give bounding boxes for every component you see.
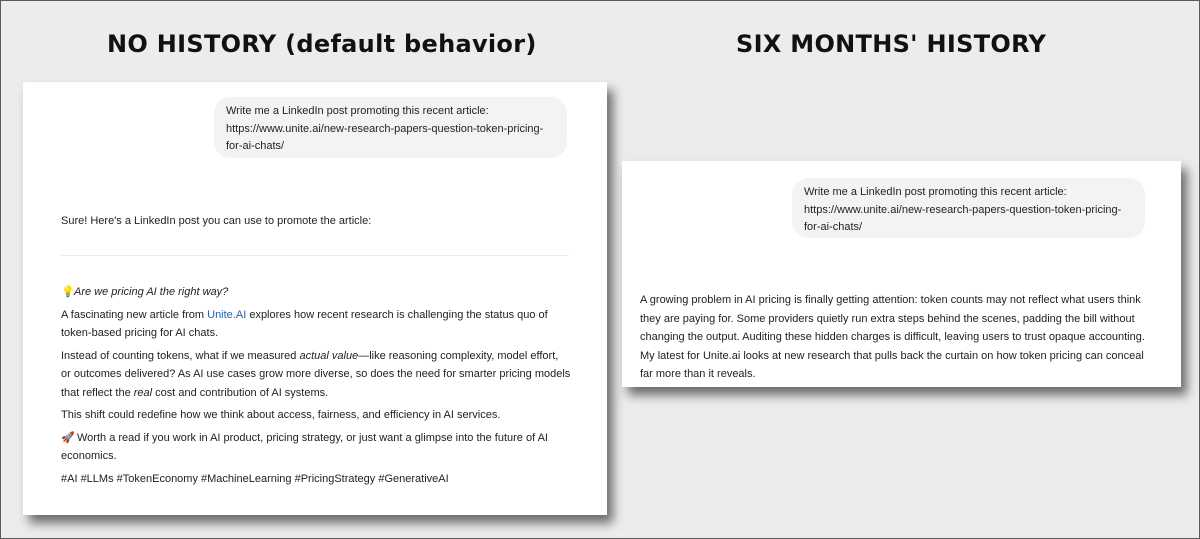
rocket-icon: 🚀 <box>61 431 75 444</box>
p2-emphasis-real: real <box>133 386 153 399</box>
post-headline-text: Are we pricing AI the right way? <box>74 286 229 298</box>
linkedin-post <box>61 283 571 492</box>
p1-text-before: A fascinating new article from <box>61 308 208 321</box>
p4-text: Worth a read if you work in AI product, pricing strategy, or just want a glimpse into the future of AI economics. <box>61 431 548 462</box>
heading-no-history: NO HISTORY (default behavior) <box>107 30 537 58</box>
p2-text-middle: —like reasoning complexity, model effort, or outcomes delivered? As AI use cases grow more diverse, so does the need for smarter pricing models that reflect the <box>61 349 571 399</box>
post-paragraph-3: This shift could redefine how we think about access, fairness, and efficiency in AI services. <box>61 409 501 421</box>
divider <box>61 255 569 256</box>
post-paragraph-1 <box>61 306 571 343</box>
post-headline <box>61 283 571 302</box>
unite-ai-link[interactable]: Unite.AI <box>207 308 247 321</box>
assistant-response: A growing problem in AI pricing is finally getting attention: token counts may not reflect what users think they are paying for. Some providers quietly run extra steps behind the scenes, padding the bill without changing the output. Auditing these hidden charges is difficult, leaving users to trust opaque accounting. My latest for Unite.ai looks at new research that pulls back the curtain on how token pricing can conceal far more than it reveals. <box>640 294 1145 380</box>
p2-text-before: Instead of counting tokens, what if we measured <box>61 349 300 362</box>
user-prompt-bubble: Write me a LinkedIn post promoting this recent article: https://www.unite.ai/new-research-papers-question-token-pricing-for-ai-chats/ <box>214 97 567 158</box>
assistant-intro: Sure! Here's a LinkedIn post you can use to promote the article: <box>61 215 372 227</box>
p2-text-after: cost and contribution of AI systems. <box>152 386 329 399</box>
chat-panel-no-history <box>23 82 607 515</box>
heading-six-months-history: SIX MONTHS' HISTORY <box>736 30 1047 58</box>
post-paragraph-4 <box>61 429 571 466</box>
chat-panel-six-months-history <box>622 161 1181 387</box>
post-paragraph-2 <box>61 347 571 403</box>
user-prompt-bubble: Write me a LinkedIn post promoting this recent article: https://www.unite.ai/new-research-papers-question-token-pricing-for-ai-chats/ <box>792 178 1145 238</box>
p2-emphasis-actual-value: actual value <box>299 349 359 362</box>
post-hashtags: #AI #LLMs #TokenEconomy #MachineLearning #PricingStrategy #GenerativeAI <box>61 472 449 485</box>
p1-text-after: explores how recent research is challenging the status quo of token-based pricing for AI chats. <box>61 308 548 339</box>
lightbulb-icon: 💡 <box>61 286 75 298</box>
